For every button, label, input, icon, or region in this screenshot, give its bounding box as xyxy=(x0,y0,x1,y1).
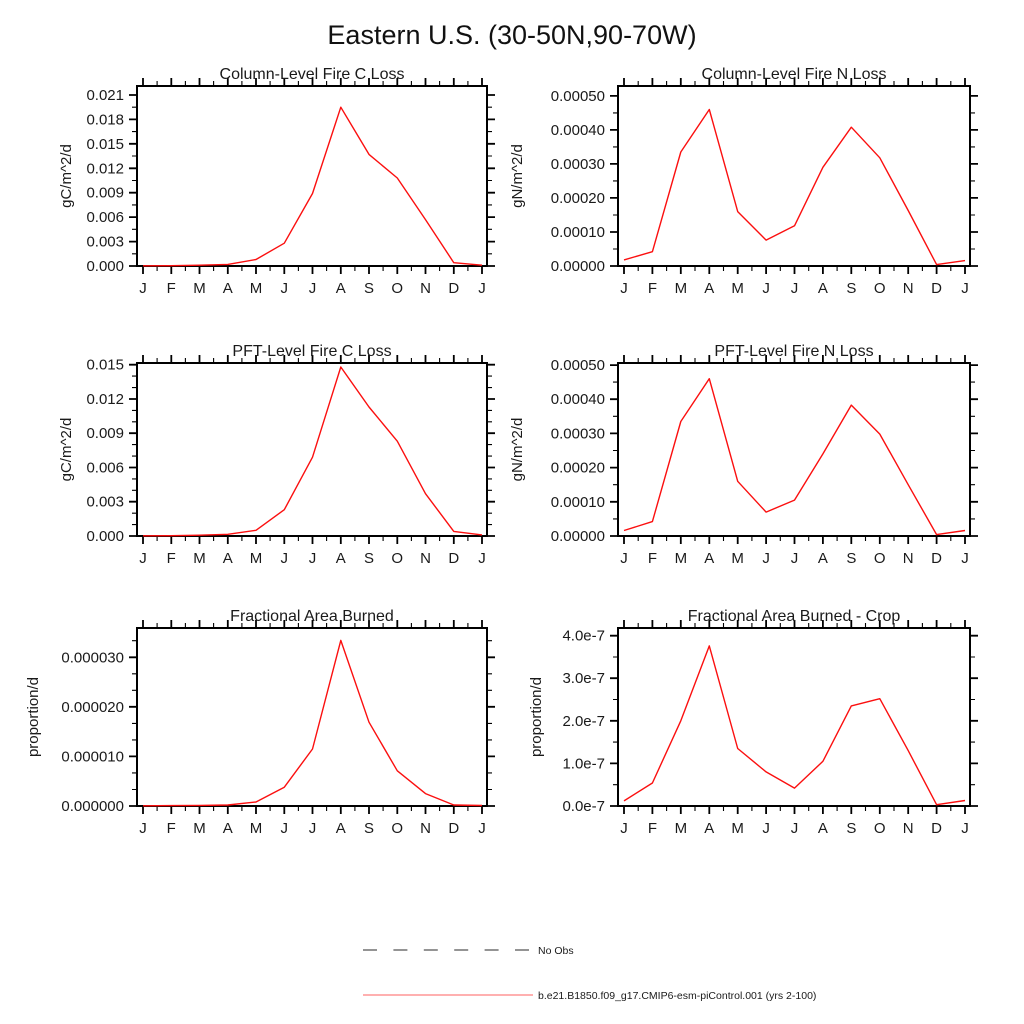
x-tick-label: J xyxy=(478,820,486,837)
x-tick-label: J xyxy=(478,280,486,297)
x-tick-label: M xyxy=(193,820,206,837)
y-tick-label: 0.000 xyxy=(86,528,124,545)
x-tick-label: S xyxy=(846,820,857,837)
y-tick-label: 0.0e-7 xyxy=(562,798,605,815)
x-tick-label: A xyxy=(335,820,346,837)
x-tick-label: O xyxy=(873,820,886,837)
x-tick-label: J xyxy=(961,280,969,297)
y-axis-title: gN/m^2/d xyxy=(509,417,526,482)
x-tick-label: F xyxy=(647,280,658,297)
x-tick-label: M xyxy=(249,280,263,297)
y-tick-label: 0.003 xyxy=(86,233,124,251)
y-tick-label: 4.0e-7 xyxy=(562,627,605,645)
y-tick-label: 0.00030 xyxy=(550,155,605,173)
x-tick-label: F xyxy=(166,280,176,297)
x-tick-label: J xyxy=(308,280,317,297)
y-tick-label: 2.0e-7 xyxy=(562,712,605,730)
minor-ticks xyxy=(132,623,492,811)
x-tick-label: J xyxy=(961,820,969,837)
axes-box xyxy=(137,363,487,536)
y-tick-label: 0.003 xyxy=(86,493,124,511)
major-ticks xyxy=(610,620,978,814)
x-tick-label: N xyxy=(420,820,431,837)
x-tick-label: M xyxy=(731,280,744,297)
x-tick-label: N xyxy=(902,820,914,837)
panel-column-level-fire-c-loss xyxy=(58,66,495,297)
y-tick-label: 0.021 xyxy=(86,86,124,104)
x-tick-label: S xyxy=(363,550,375,567)
x-tick-label: M xyxy=(249,550,263,567)
y-tick-label: 0.00030 xyxy=(550,425,605,443)
y-tick-label: 0.009 xyxy=(86,425,124,443)
axes-box xyxy=(618,86,970,266)
panel-fractional-area-burned-crop xyxy=(528,608,978,837)
legend-noobs-label: No Obs xyxy=(538,945,574,957)
y-tick-label: 0.00050 xyxy=(550,87,605,105)
x-tick-label: J xyxy=(280,820,288,837)
x-tick-label: O xyxy=(391,280,404,297)
x-tick-label: M xyxy=(193,280,206,297)
legend xyxy=(0,920,1024,1024)
y-tick-label: 0.006 xyxy=(86,209,124,227)
x-tick-label: D xyxy=(931,280,943,297)
minor-ticks xyxy=(613,81,975,271)
y-tick-label: 0.000010 xyxy=(61,748,124,766)
x-tick-label: J xyxy=(790,550,799,567)
y-tick-label: 0.015 xyxy=(86,135,124,153)
x-tick-label: F xyxy=(647,820,658,837)
x-tick-label: J xyxy=(620,550,628,567)
y-tick-label: 0.006 xyxy=(86,459,124,477)
legend-model-label: b.e21.B1850.f09_g17.CMIP6-esm-piControl.001 (yrs 2-100) xyxy=(538,990,817,1002)
series-line xyxy=(624,646,965,805)
major-ticks xyxy=(610,78,978,274)
minor-ticks xyxy=(613,623,975,811)
x-tick-label: M xyxy=(193,550,206,567)
x-tick-label: J xyxy=(961,550,969,567)
x-tick-label: J xyxy=(139,550,147,567)
y-axis-title: gN/m^2/d xyxy=(509,144,526,208)
x-tick-label: A xyxy=(704,820,715,837)
minor-ticks xyxy=(132,358,492,541)
y-tick-label: 0.000000 xyxy=(61,798,124,815)
series-line xyxy=(143,640,482,805)
x-tick-label: D xyxy=(448,820,460,837)
x-tick-label: M xyxy=(674,820,688,837)
x-tick-label: J xyxy=(620,820,628,837)
x-tick-label: F xyxy=(647,550,658,567)
x-tick-label: A xyxy=(335,280,346,297)
x-tick-label: A xyxy=(222,550,233,567)
x-tick-label: D xyxy=(931,820,943,837)
x-tick-label: J xyxy=(139,820,147,837)
x-tick-label: M xyxy=(674,280,688,297)
series-line xyxy=(624,379,965,535)
y-tick-label: 0.00020 xyxy=(550,459,605,477)
x-tick-label: J xyxy=(762,550,770,567)
x-tick-label: M xyxy=(674,550,688,567)
x-tick-label: J xyxy=(762,280,770,297)
panel-title: Fractional Area Burned xyxy=(230,608,394,625)
x-tick-label: A xyxy=(817,820,828,837)
x-tick-label: J xyxy=(308,820,317,837)
y-tick-label: 0.00040 xyxy=(550,391,605,409)
panel-title: Column-Level Fire N Loss xyxy=(701,66,887,83)
x-tick-label: A xyxy=(222,280,233,297)
x-tick-label: J xyxy=(280,280,288,297)
axes-box xyxy=(137,86,487,266)
y-tick-label: 0.012 xyxy=(86,160,124,178)
x-tick-label: J xyxy=(762,820,770,837)
axes-box xyxy=(137,628,487,806)
panel-title: Column-Level Fire C Loss xyxy=(219,66,405,83)
x-tick-label: O xyxy=(873,280,886,297)
x-tick-label: J xyxy=(478,550,486,567)
x-tick-label: F xyxy=(166,550,176,567)
x-tick-label: A xyxy=(222,820,233,837)
x-tick-label: M xyxy=(731,550,744,567)
panel-pft-level-fire-n-loss xyxy=(509,343,978,567)
x-tick-label: J xyxy=(308,550,317,567)
y-tick-label: 1.0e-7 xyxy=(562,755,605,773)
x-tick-label: O xyxy=(391,550,404,567)
y-tick-label: 0.018 xyxy=(86,111,124,129)
y-tick-label: 0.000020 xyxy=(61,698,124,716)
y-axis-title: proportion/d xyxy=(25,676,42,758)
y-axis-title: proportion/d xyxy=(528,676,545,758)
major-ticks xyxy=(610,355,978,544)
x-tick-label: J xyxy=(790,820,799,837)
x-tick-label: D xyxy=(448,280,460,297)
major-ticks xyxy=(129,78,495,274)
axes-box xyxy=(618,363,970,536)
y-tick-label: 0.00010 xyxy=(550,223,605,241)
panel-title: PFT-Level Fire N Loss xyxy=(714,343,874,360)
y-tick-label: 0.00040 xyxy=(550,121,605,139)
y-axis-title: gC/m^2/d xyxy=(58,144,75,208)
x-tick-label: J xyxy=(790,280,799,297)
y-tick-label: 0.00000 xyxy=(550,528,605,545)
x-tick-label: A xyxy=(817,550,828,567)
panel-column-level-fire-n-loss xyxy=(509,66,978,297)
axes-box xyxy=(618,628,970,806)
x-tick-label: N xyxy=(902,550,914,567)
x-tick-label: A xyxy=(704,280,715,297)
figure-title: Eastern U.S. (30-50N,90-70W) xyxy=(327,20,697,50)
panel-title: Fractional Area Burned - Crop xyxy=(687,608,901,625)
panel-pft-level-fire-c-loss xyxy=(58,343,495,567)
y-tick-label: 0.012 xyxy=(86,390,124,408)
x-tick-label: M xyxy=(249,820,263,837)
x-tick-label: F xyxy=(166,820,176,837)
x-tick-label: J xyxy=(620,280,628,297)
x-tick-label: S xyxy=(363,280,375,297)
x-tick-label: D xyxy=(448,550,460,567)
x-tick-label: A xyxy=(704,550,715,567)
series-line xyxy=(624,110,965,265)
x-tick-label: S xyxy=(363,820,375,837)
x-tick-label: N xyxy=(902,280,914,297)
x-tick-label: S xyxy=(846,280,857,297)
x-tick-label: O xyxy=(873,550,886,567)
y-tick-label: 0.00010 xyxy=(550,493,605,511)
x-tick-label: N xyxy=(420,280,431,297)
x-tick-label: J xyxy=(280,550,288,567)
series-line xyxy=(143,367,482,536)
x-tick-label: O xyxy=(391,820,404,837)
y-tick-label: 0.000030 xyxy=(61,649,124,667)
y-axis-title: gC/m^2/d xyxy=(58,417,75,482)
y-tick-label: 0.015 xyxy=(86,356,124,374)
major-ticks xyxy=(129,620,495,814)
y-tick-label: 3.0e-7 xyxy=(562,670,605,688)
x-tick-label: N xyxy=(420,550,431,567)
minor-ticks xyxy=(613,358,975,541)
y-tick-label: 0.00050 xyxy=(550,357,605,375)
x-tick-label: D xyxy=(931,550,943,567)
x-tick-label: A xyxy=(817,280,828,297)
y-tick-label: 0.00020 xyxy=(550,189,605,207)
series-line xyxy=(143,107,482,266)
y-tick-label: 0.00000 xyxy=(550,258,605,275)
major-ticks xyxy=(129,355,495,544)
minor-ticks xyxy=(132,81,492,271)
y-tick-label: 0.000 xyxy=(86,258,124,275)
x-tick-label: M xyxy=(731,820,744,837)
x-tick-label: J xyxy=(139,280,147,297)
y-tick-label: 0.009 xyxy=(86,184,124,202)
panel-title: PFT-Level Fire C Loss xyxy=(232,343,392,360)
panel-fractional-area-burned xyxy=(25,608,495,837)
x-tick-label: A xyxy=(335,550,346,567)
x-tick-label: S xyxy=(846,550,857,567)
